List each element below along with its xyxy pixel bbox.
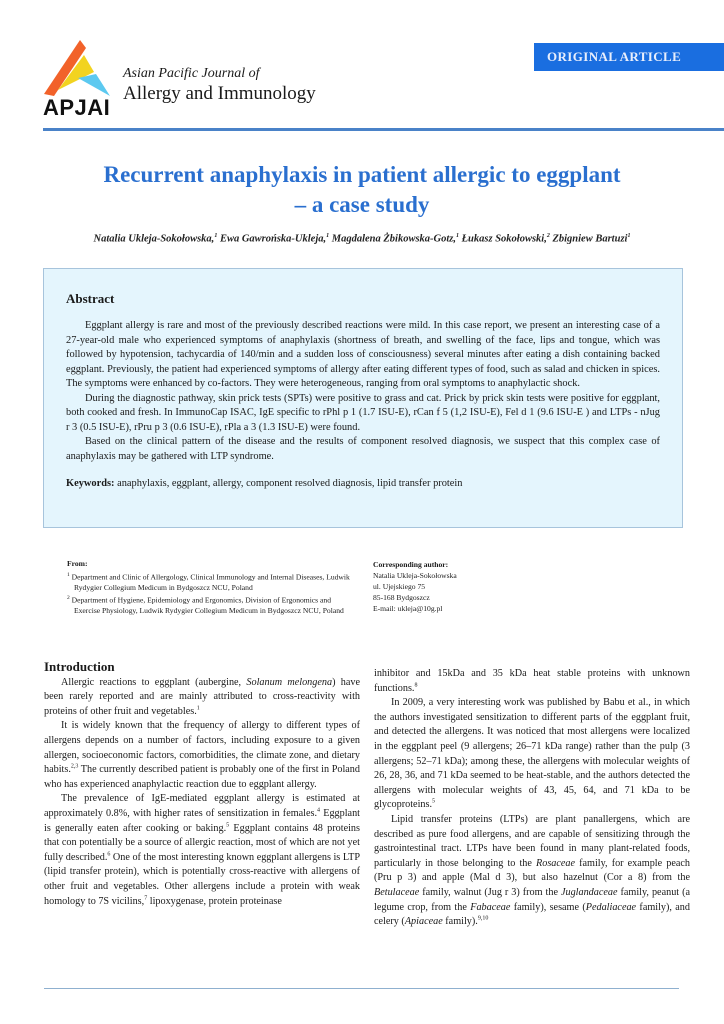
italic-term: Fabaceae: [470, 901, 511, 913]
affiliations-heading: From:: [67, 559, 88, 568]
corresponding-heading: Corresponding author:: [373, 560, 449, 569]
author-name: Zbigniew Bartuzi: [552, 233, 628, 245]
citation-ref: 5: [432, 798, 436, 805]
body-paragraph: [44, 792, 360, 909]
text-run: It is widely known that the frequency of allergy to different types of allergens depends on a number of factors, including exposure to a given allergen, socioeconomic factors, comorbidities, the climate zone, and dietary habits.: [44, 720, 360, 776]
body-column-right: [374, 667, 690, 930]
author-affiliation-mark: 2: [546, 233, 550, 239]
abstract-paragraph: Eggplant allergy is rare and most of the previously described reactions were mild. In this case report, we present an interesting case of a 27-year-old male who experienced symptoms of anaphylaxis (shortness of breath, and swelling of the face, lips and tongue, which was followed by hypotension, tachycardia of 140/min and a sudden loss of consciousness) several minutes after eating a dish containing backed eggplant. Previously, the patient had experienced symptoms of allergy after eating different types of food, such as salad and chicken in spices. The symptoms were enhanced by co-factors. They were heterogeneous, ranging from oral symptoms to anaphylactic shock.: [66, 320, 660, 389]
affiliation-item: $^1$ Department and Clinic of Allergology, Clinical Immunology and Internal Diseases, Ludwik Rydygier Collegium Medicum in Bydgoszcz NCU, Poland: [67, 571, 350, 592]
italic-term: Solanum melongena: [246, 676, 333, 688]
text-run: The currently described patient is probably one of the first in Poland who has experienced anaphylactic reaction due to eggplant allergy.: [44, 764, 360, 790]
corresponding-name: Natalia Ukleja-Sokołowska: [373, 571, 457, 580]
author-name: Ewa Gawrońska-Ukleja,: [219, 233, 327, 245]
text-run: In 2009, a very interesting work was published by Babu et al., in which the authors investigated sensitization to different parts of the eggplant fruit, and detected the allergens. It was noticed that most allergens were localized in the eggplant peel (9 allergens; 26–71 kDa range) rather than the pulp (3 allergens; 52–71 kDa); among these, the allergens with molecular weights of 26, 28, 36, and 71 kDa seemed to be heat-stable, and the authors detected the allergens with molecular weights of 43, 45, 64, and 71 kDa to be glycoproteins.: [374, 697, 690, 811]
citation-ref: 1: [196, 705, 200, 712]
body-column-left: [44, 660, 360, 909]
author-affiliation-mark: 1: [456, 233, 460, 239]
journal-logo: [40, 40, 120, 118]
italic-term: Betulaceae: [374, 886, 420, 898]
citation-ref: 4: [317, 807, 321, 814]
header-divider: [43, 128, 724, 131]
text-run: family, for example peach (Pru p 3) and apple (Mal d 3), but also hazelnut (Cor a 8) from the: [374, 857, 690, 884]
text-run: The prevalence of IgE-mediated eggplant allergy is estimated at approximately 0.8%, with higher rates of sensitization in females.: [44, 793, 360, 819]
journal-name-line1: Asian Pacific Journal of: [123, 66, 260, 81]
logo-text: APJAI: [43, 95, 111, 120]
keywords: [66, 478, 660, 489]
author-affiliation-mark: 1: [214, 233, 218, 239]
text-run: family, peanut (a legume crop, from the: [374, 886, 691, 913]
section-heading-introduction: Introduction: [44, 659, 115, 674]
text-run: family), and celery (: [374, 901, 690, 928]
text-run: lipoxygenase, protein proteinase: [147, 895, 282, 907]
text-run: One of the most interesting known eggplant allergens is LTP (lipid transfer protein), which is potentially cross-reactive with allergens of other fruit and vegetables. Other allergens include a protein with weak homology to 7S vicilins,: [44, 851, 360, 907]
corresponding-email[interactable]: E-mail: ukleja@10g.pl: [373, 604, 443, 613]
text-run: Lipid transfer proteins (LTPs) are plant panallergens, which are described as pure food allergens, and are capable of sensitizing through the gastrointestinal tract. LTPs have been found in many plant-related foods, particularly in those belonging to the: [374, 813, 690, 869]
corresponding-city: 85-168 Bydgoszcz: [373, 593, 430, 602]
text-run: Eggplant contains 48 proteins that con potentially be a source of allergic reaction, most of which are not yet fully described.: [44, 822, 360, 863]
author-name: Łukasz Sokołowski,: [461, 233, 547, 245]
body-paragraph: [374, 696, 690, 813]
journal-name: [123, 66, 316, 105]
journal-name-line2: Allergy and Immunology: [123, 83, 316, 104]
citation-ref: 9,10: [477, 915, 489, 922]
apjai-triangle-icon: [44, 40, 114, 98]
keywords-list: anaphylaxis, eggplant, allergy, component resolved diagnosis, lipid transfer protein: [117, 478, 463, 489]
keywords-label: Keywords:: [66, 478, 115, 489]
author-affiliation-mark: 1: [627, 233, 631, 239]
author-name: Natalia Ukleja-Sokołowska,: [93, 233, 215, 245]
citation-ref: 2,3: [70, 763, 79, 770]
article-type-badge: ORIGINAL ARTICLE: [534, 43, 724, 71]
affiliations: [67, 559, 357, 617]
article-title-line2: – a case study: [294, 192, 430, 217]
body-paragraph: [374, 667, 690, 696]
text-run: family).: [442, 916, 478, 928]
affiliation-item: $^2$ Department of Hygiene, Epidemiology and Ergonomics, Division of Ergonomics and Exercise Physiology, Ludwik Rydygier Collegium Medicum in Bydgoszcz NCU, Poland: [67, 595, 344, 616]
body-paragraph: [44, 676, 360, 720]
italic-term: Juglandaceae: [560, 886, 618, 898]
citation-ref: 6: [107, 851, 111, 858]
article-title: [40, 160, 684, 220]
text-run: family, walnut (Jug r 3) from the: [419, 886, 561, 898]
italic-term: Apiaceae: [404, 916, 443, 928]
text-run: ) have been rarely reported and are mainly attributed to cross-reactivity with proteins of other fruit and vegetables.: [44, 676, 361, 717]
italic-term: Rosaceae: [536, 857, 576, 869]
footer-divider: [44, 988, 679, 989]
corresponding-street: ul. Ujejskiego 75: [373, 582, 426, 591]
article-title-line1: Recurrent anaphylaxis in patient allergic to eggplant: [103, 162, 621, 187]
abstract-box: [43, 268, 683, 528]
author-name: Magdalena Żbikowska-Gotz,: [331, 233, 457, 245]
text-run: family), sesame (: [510, 901, 586, 913]
corresponding-author: [373, 559, 573, 614]
body-paragraph: [44, 719, 360, 792]
text-run: Eggplant is generally eaten after cooking or baking.: [44, 807, 360, 834]
text-run: inhibitor and 15kDa and 35 kDa heat stable proteins with unknown functions.: [374, 668, 690, 694]
abstract-heading: Abstract: [66, 291, 115, 306]
citation-ref: 5: [226, 822, 230, 829]
citation-ref: 7: [144, 895, 148, 902]
italic-term: Pedaliaceae: [585, 901, 637, 913]
text-run: Allergic reactions to eggplant (aubergine,: [61, 676, 247, 688]
body-paragraph: [374, 813, 690, 930]
abstract-paragraph: During the diagnostic pathway, skin prick tests (SPTs) were positive to grass and cat. Prick by prick skin tests were positive for eggplant, both cooked and fresh. In ImmunoCap ISAC, IgE specific to rPhl p 1 (1.7 ISU-E), rCan f 5 (1,2 ISU-E), Fel d 1 (9.6 ISU-E ) and LTPs - nJug r 3 (0.5 ISU-E), rPru p 3 (0.6 ISU-E), rPla a 3 (1.3 ISU-E) were found.: [66, 392, 660, 433]
author-affiliation-mark: 1: [326, 233, 330, 239]
citation-ref: 8: [414, 682, 418, 689]
author-list: [40, 233, 684, 245]
abstract-paragraph: Based on the clinical pattern of the disease and the results of component resolved diagnosis, we suspect that this complex case of anaphylaxis may be gathered with LTP syndrome.: [66, 436, 660, 462]
